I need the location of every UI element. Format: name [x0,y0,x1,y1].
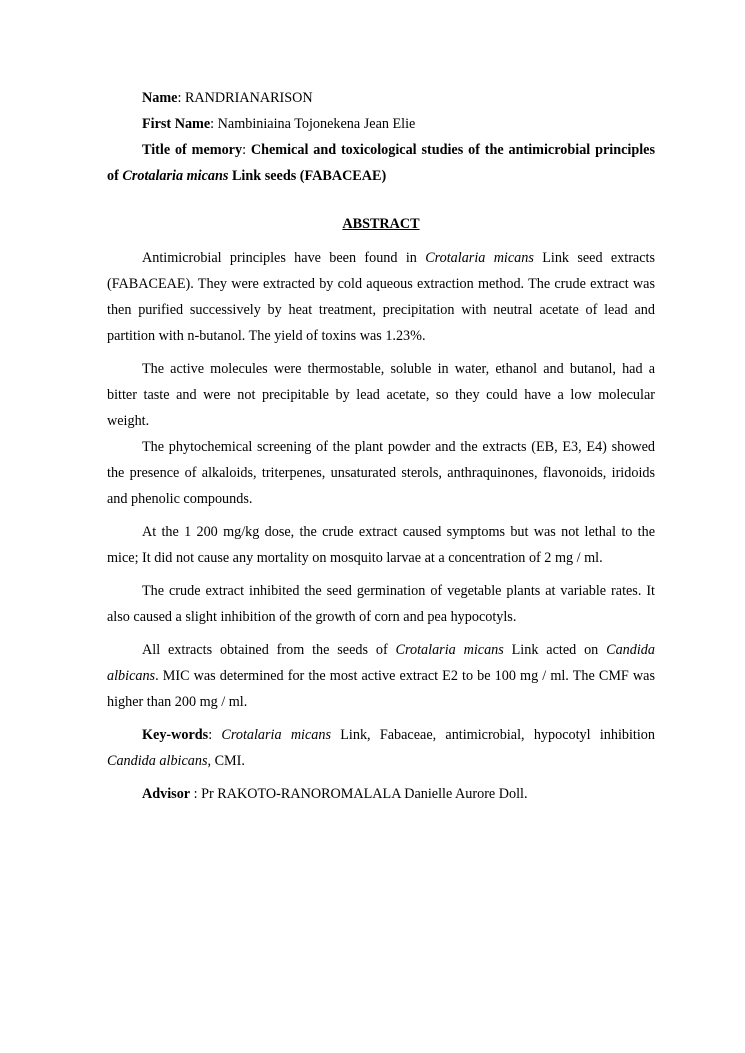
first-name-value: Nambiniaina Tojonekena Jean Elie [217,116,416,132]
title-label: Title of memory [142,142,243,158]
first-name-line: First Name: Nambiniaina Tojonekena Jean Elie [142,116,416,132]
p6-text-b: Link acted on [503,642,607,658]
name-value: RANDRIANARISON [184,90,313,106]
abstract-paragraph-2: The active molecules were thermostable, soluble in water, ethanol and butanol, had a bitter taste and were not precipitable by lead acetate, so they could have a low molecular weight. [107,361,655,429]
p1-text-a: Antimicrobial principles have been found in [142,250,426,266]
abstract-paragraph-1 [107,245,655,349]
advisor-label: Advisor [142,786,191,802]
p1-text-b: Link seed extracts (FABACEAE). They were extracted by cold aqueous extraction method. The crude extract was then purified successively by heat treatment, precipitation with neutral acetate of lead and partition with n-butanol. The yield of toxins was 1.23%. [107,250,655,344]
p6-species: Crotalaria micans [395,642,504,658]
p1-species: Crotalaria micans [425,250,534,266]
p6-text-c: . MIC was determined for the most active extract E2 to be 100 mg / ml. The CMF was higher than 200 mg / ml. [107,668,655,710]
title-species: Crotalaria micans [122,168,229,184]
title-part1: Chemical and toxicological studies of the antimicrobial principles of [107,142,655,184]
title-part2: Link seeds (FABACEAE) [228,168,387,184]
document-page [107,85,655,807]
keywords-line: Key-words: Crotalaria micans Link, Fabaceae, antimicrobial, hypocotyl inhibition Candida albicans, CMI. [107,727,655,769]
abstract-paragraph-4: At the 1 200 mg/kg dose, the crude extract caused symptoms but was not lethal to the mice; It did not cause any mortality on mosquito larvae at a concentration of 2 mg / ml. [107,524,655,566]
advisor-value: : Pr RAKOTO-RANOROMALALA Danielle Aurore Doll. [190,786,528,802]
abstract-paragraph-6 [107,637,655,715]
abstract-paragraph-5: The crude extract inhibited the seed germination of vegetable plants at variable rates. It also caused a slight inhibition of the growth of corn and pea hypocotyls. [107,583,655,625]
p6-organism: Candida albicans [107,642,655,684]
abstract-paragraph-3: The phytochemical screening of the plant powder and the extracts (EB, E3, E4) showed the presence of alkaloids, triterpenes, unsaturated sterols, anthraquinones, flavonoids, iridoids and phenolic compounds. [107,439,655,507]
first-name-label: First Name [142,116,211,132]
keywords-text-b: , CMI. [207,753,245,769]
name-line: Name: RANDRIANARISON [142,90,313,106]
keywords-species: Crotalaria micans [221,727,332,743]
title-line: Title of memory: Chemical and toxicological studies of the antimicrobial principles of Crotalaria micans Link seeds (FABACEAE) [107,142,655,184]
keywords-label: Key-words [142,727,209,743]
name-label: Name [142,90,178,106]
p6-text-a: All extracts obtained from the seeds of [142,642,396,658]
keywords-text-a: Link, Fabaceae, antimicrobial, hypocotyl inhibition [331,727,655,743]
keywords-organism: Candida albicans [107,753,208,769]
advisor-line [107,781,655,807]
abstract-heading: ABSTRACT [342,216,420,232]
